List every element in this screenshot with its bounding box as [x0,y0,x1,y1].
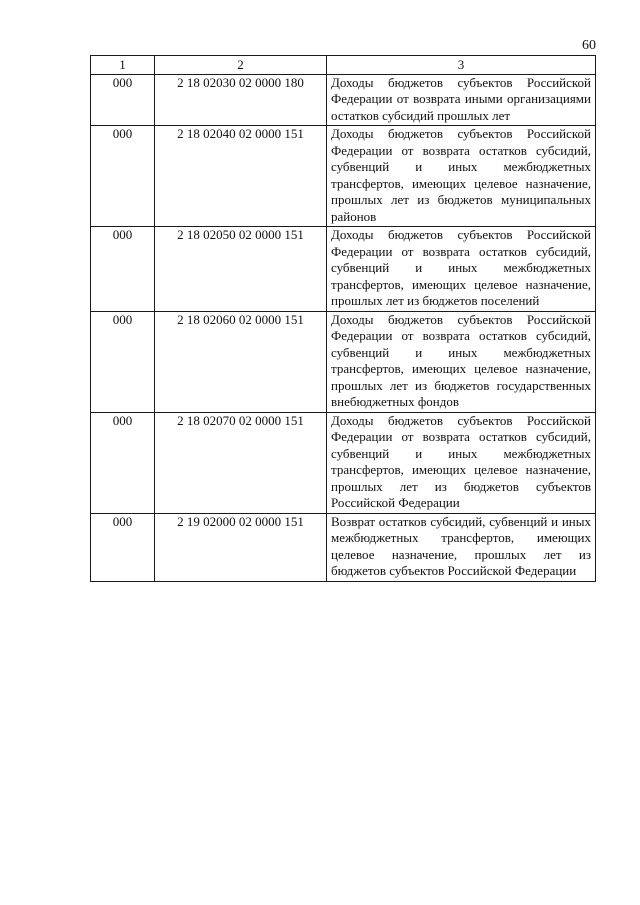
classifier-code-cell: 2 18 02070 02 0000 151 [155,412,327,513]
classifier-code-cell: 2 18 02030 02 0000 180 [155,74,327,126]
admin-code-cell: 000 [91,412,155,513]
classifier-code-cell: 2 18 02040 02 0000 151 [155,126,327,227]
description-text: Доходы бюджетов субъектов Российской Федерации от возврата иными организациями остатков субсидий прошлых лет [331,74,591,123]
description-cell [327,311,596,412]
budget-classification-table [90,55,596,582]
table-header-row [91,56,596,75]
description-text: Возврат остатков субсидий, субвенций и иных межбюджетных трансфертов, имеющих целевое назначение, прошлых лет из бюджетов субъектов Российской Федерации [331,513,591,578]
table-row [91,311,596,412]
description-cell [327,412,596,513]
classifier-code-cell: 2 19 02000 02 0000 151 [155,513,327,581]
table-row [91,412,596,513]
admin-code-cell: 000 [91,126,155,227]
description-cell [327,74,596,126]
description-text: Доходы бюджетов субъектов Российской Федерации от возврата остатков субсидий, субвенций и иных межбюджетных трансфертов, имеющих целевое назначение, прошлых лет из бюджетов поселений [331,227,591,308]
description-cell [327,513,596,581]
description-text: Доходы бюджетов субъектов Российской Федерации от возврата остатков субсидий, субвенций и иных межбюджетных трансфертов, имеющих целевое назначение, прошлых лет из бюджетов субъектов Российской Федерации [331,412,591,510]
classifier-code-cell: 2 18 02060 02 0000 151 [155,311,327,412]
classifier-code-cell: 2 18 02050 02 0000 151 [155,227,327,312]
table-row [91,227,596,312]
column-header-1: 1 [91,56,155,75]
column-header-3: 3 [327,56,596,75]
admin-code-cell: 000 [91,227,155,312]
admin-code-cell: 000 [91,74,155,126]
description-cell [327,126,596,227]
admin-code-cell: 000 [91,513,155,581]
table-row [91,74,596,126]
column-header-2: 2 [155,56,327,75]
page-number: 60 [582,38,596,53]
table-row [91,126,596,227]
table-row [91,513,596,581]
description-cell [327,227,596,312]
description-text: Доходы бюджетов субъектов Российской Федерации от возврата остатков субсидий, субвенций и иных межбюджетных трансфертов, имеющих целевое назначение, прошлых лет из бюджетов муниципальных районов [331,126,591,224]
admin-code-cell: 000 [91,311,155,412]
description-text: Доходы бюджетов субъектов Российской Федерации от возврата остатков субсидий, субвенций и иных межбюджетных трансфертов, имеющих целевое назначение, прошлых лет из бюджетов государственных внебюджетных фондов [331,311,591,409]
